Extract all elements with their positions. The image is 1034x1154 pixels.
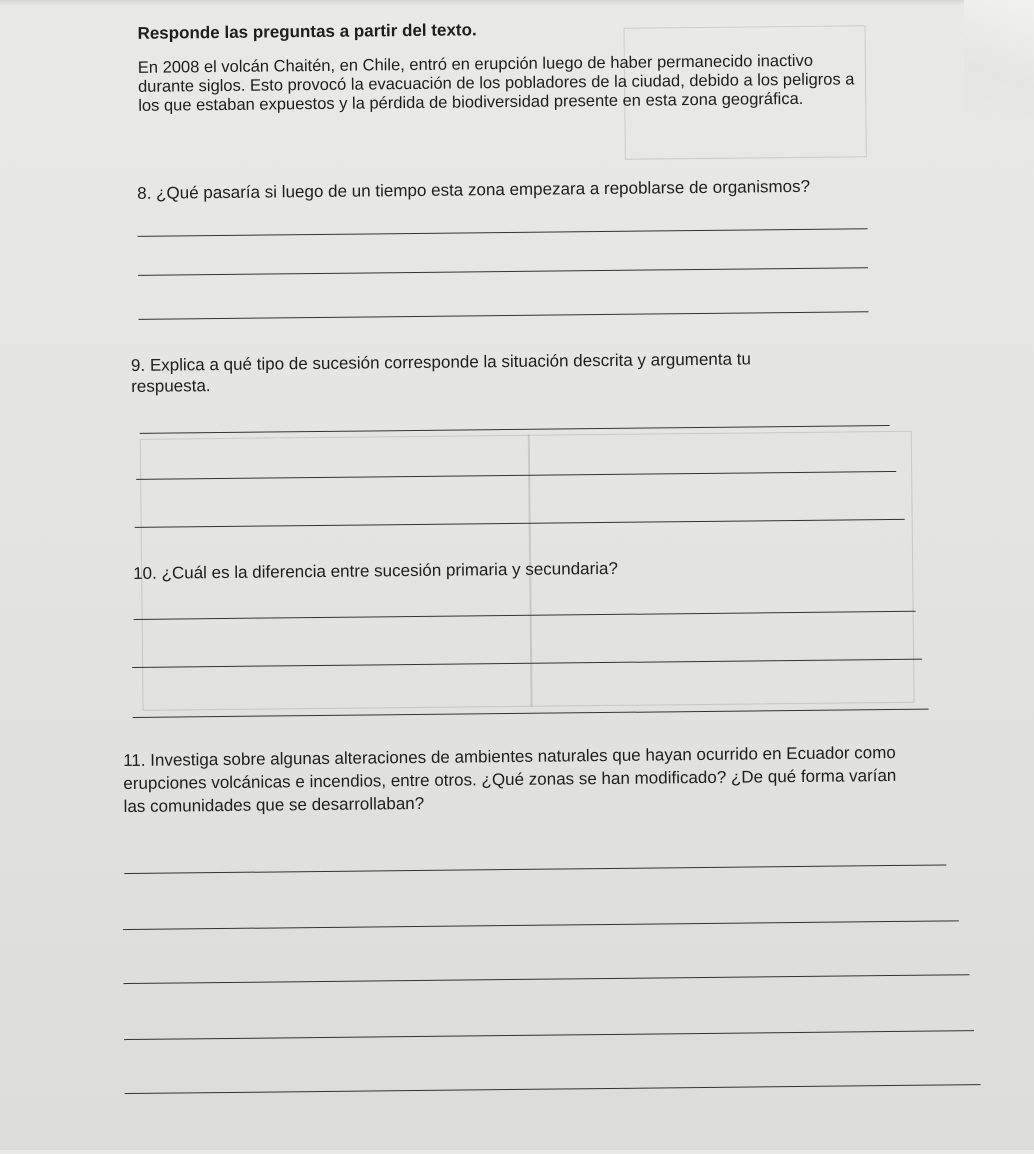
instructions: Responde las preguntas a partir del texto. bbox=[137, 20, 477, 43]
question-8: 8. ¿Qué pasaría si luego de un tiempo esta zona empezara a repoblarse de organismos? bbox=[137, 176, 811, 203]
reading-passage: En 2008 el volcán Chaitén, en Chile, entró en erupción luego de haber permanecido inactivo durante siglos. Esto provocó la evacuación de los pobladores de la ciudad, debido a los peligros a los que estaban expuestos y la pérdida de biodiversidad presente en esta zona geográfica. bbox=[137, 51, 855, 115]
question-9: 9. Explica a qué tipo de sucesión corresponde la situación descrita y argumenta tu respuesta. bbox=[130, 349, 751, 396]
question-10: 10. ¿Cuál es la diferencia entre sucesión primaria y secundaria? bbox=[133, 558, 618, 583]
answer-line[interactable] bbox=[123, 974, 969, 984]
answer-line[interactable] bbox=[123, 920, 959, 930]
question-11: 11. Investiga sobre algunas alteraciones de ambientes naturales que hayan ocurrido en Ecuador como erupciones volcánicas e incendios, entre otros. ¿Qué zonas se han modificado? ¿De qué forma varían las comunidades que se desarrollaban? bbox=[123, 742, 897, 817]
answer-line[interactable] bbox=[139, 311, 869, 320]
answer-line[interactable] bbox=[138, 228, 868, 237]
answer-line[interactable] bbox=[138, 267, 868, 276]
answer-line[interactable] bbox=[124, 1030, 974, 1040]
answer-line[interactable] bbox=[133, 709, 929, 718]
answer-line[interactable] bbox=[124, 864, 946, 874]
answer-line[interactable] bbox=[125, 1084, 981, 1094]
